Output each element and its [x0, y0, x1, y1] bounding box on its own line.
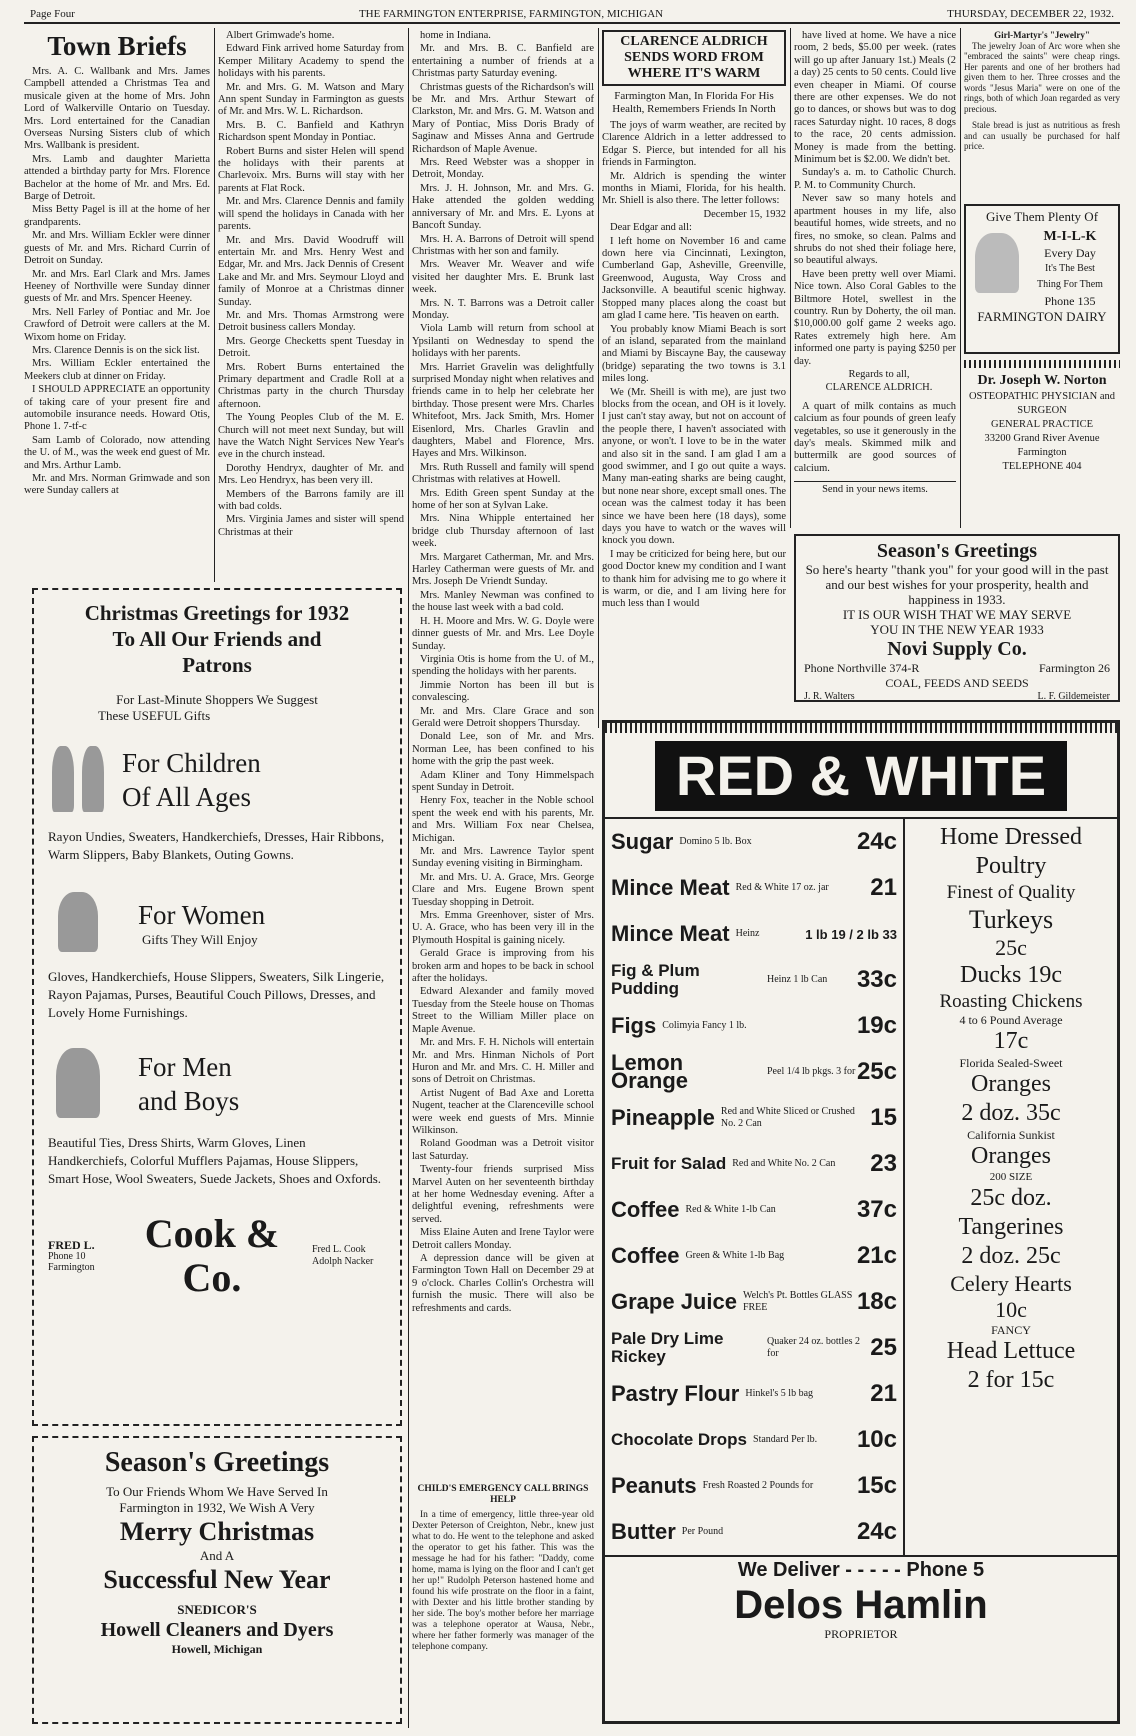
aldrich-title-3: WHERE IT'S WARM	[627, 66, 761, 81]
produce-line: 25c	[995, 935, 1027, 960]
novi-name: Novi Supply Co.	[887, 638, 1027, 660]
aldrich-title-1: CLARENCE ALDRICH	[620, 34, 768, 49]
dairy-name: FARMINGTON DAIRY	[977, 309, 1107, 324]
town-briefs-items	[412, 30, 594, 1315]
brief-item: Donald Lee, son of Mr. and Mrs. Norman Lee, has been confined to his home with the grip the past week.	[412, 731, 594, 768]
grocery-item-price: 15	[870, 1104, 897, 1131]
brief-item: Viola Lamb will return from school at Ypsilanti on Wednesday to spend the holidays with her parents.	[412, 323, 594, 360]
owner-right-2: Adolph Nacker	[312, 1256, 374, 1267]
paper-title: THE FARMINGTON ENTERPRISE, FARMINGTON, MICHIGAN	[358, 8, 664, 20]
brief-item: Mr. and Mrs. David Woodruff will entertain Mr. and Mrs. Henry West and Edgar, Mr. and Mrs. Jack Dennis of Cresent Lake and Mr. and Mrs. Seymour Lloyd and family of Monroe at a Christmas dinner Sunday.	[218, 234, 404, 308]
grocery-item-name: Coffee	[611, 1243, 680, 1268]
snedicor-new-year: Successful New Year	[103, 1565, 331, 1594]
grocery-item-name: Sugar	[611, 829, 674, 854]
men-head-2: and Boys	[138, 1086, 240, 1116]
produce-line: 2 for 15c	[967, 1367, 1055, 1393]
brief-item: Mr. and Mrs. William Eckler were dinner guests of Mr. and Mrs. Richard Currin of Detroit on Sunday.	[24, 230, 210, 267]
grocery-item	[605, 1325, 903, 1371]
red-white-ad	[602, 720, 1120, 1724]
town-briefs-col-3	[412, 30, 594, 1500]
grocery-item-price: 25	[870, 1334, 897, 1361]
cook-title-3: Patrons	[182, 653, 252, 677]
brief-item: Members of the Barrons family are ill with bad colds.	[218, 488, 404, 513]
brief-item: Mrs. Virginia James and sister will spend Christmas at their	[218, 514, 404, 538]
brief-item: Mr. and Mrs. Thomas Armstrong were Detroit business callers Monday.	[218, 309, 404, 334]
produce-line: Celery Hearts	[950, 1271, 1072, 1296]
grocery-item-desc: Colimyia Fancy 1 lb.	[662, 1020, 747, 1031]
grocery-item-name: Fig & Plum Pudding	[611, 961, 700, 998]
joan-story	[964, 30, 1120, 160]
grocery-item-price: 15c	[856, 1472, 897, 1499]
grocery-item-name: Pastry Flour	[611, 1381, 740, 1406]
brief-item: Mrs. N. T. Barrons was a Detroit caller Monday.	[412, 297, 594, 321]
proprietor-name: Delos Hamlin	[734, 1583, 988, 1627]
grocery-item	[605, 1003, 903, 1049]
produce-line: 2 doz. 25c	[961, 1243, 1061, 1269]
aldrich-subhead: Farmington Man, In Florida For His Health, Remembers Friends In North	[612, 90, 776, 115]
man-figure-icon	[48, 1044, 108, 1124]
aldrich-title-2: SENDS WORD FROM	[624, 50, 764, 65]
grocery-item-name: Coffee	[611, 1197, 680, 1222]
dairy-phone: Phone 135	[1044, 294, 1096, 308]
norton-title-3: GENERAL PRACTICE	[991, 419, 1093, 430]
grocery-item-desc: Red and White No. 2 Can	[732, 1158, 836, 1169]
novi-supply-ad	[794, 534, 1120, 702]
novi-wish-1: IT IS OUR WISH THAT WE MAY SERVE	[842, 607, 1072, 622]
grocery-item	[605, 1417, 903, 1463]
brief-item: Mrs. William Eckler entertained the Meekers club at dinner on Friday.	[24, 358, 210, 382]
snedicor-city: Howell, Michigan	[171, 1642, 263, 1656]
brief-item: Mrs. Emma Greenhover, sister of Mrs. U. A. Grace, who has been very ill in the Plymouth Hospital is gaining nicely.	[412, 910, 594, 946]
grocery-item	[605, 1509, 903, 1555]
produce-line: 10c	[995, 1297, 1027, 1322]
brief-item: Albert Grimwade's home.	[226, 30, 335, 41]
brief-item: Robert Burns and sister Helen will spend the holidays with their parents at Charlevoix. Mrs. Burns will stay with her parents at Flat Rock.	[218, 145, 404, 194]
grocery-item-name: Butter	[611, 1519, 676, 1544]
page-header	[24, 8, 1120, 24]
owner-left-3: Farmington	[48, 1261, 95, 1273]
brief-item: Mrs. H. A. Barrons of Detroit will spend Christmas with her son and family.	[412, 233, 594, 257]
joan-title: Girl-Martyr's "Jewelry"	[994, 30, 1090, 40]
owner-right-1: Fred L. Cook	[312, 1244, 366, 1255]
brief-item: Dorothy Hendryx, daughter of Mr. and Mrs. Leo Hendryx, has been very ill.	[218, 462, 404, 487]
grocery-item	[605, 1371, 903, 1417]
grocery-item-desc: Welch's Pt. Bottles GLASS FREE	[742, 1290, 853, 1313]
produce-line: Roasting Chickens	[939, 991, 1083, 1012]
brief-item: Mr. and Mrs. F. H. Nichols will entertain Mr. and Mrs. Hinman Nichols of Port Huron and Mr. and Mrs. C. H. Miller and sons of Detroit on Christmas.	[412, 1037, 594, 1086]
brief-item: Mrs. Edith Green spent Sunday at the home of her son at Sylvan Lake.	[412, 487, 594, 512]
town-briefs-col-1	[24, 30, 210, 582]
snedicor-line-2: Farmington in 1932, We Wish A Very	[119, 1500, 315, 1515]
child-drinking-icon	[969, 229, 1025, 299]
brief-item: A depression dance will be given at Farmington Town Hall on December 29 at 9 o'clock. Charles Collin's Orchestra will furnish the music. There will also be refreshments and cards.	[412, 1253, 594, 1314]
produce-line: 200 SIZE	[989, 1171, 1033, 1183]
grocery-item-price: 37c	[856, 1196, 897, 1223]
grocery-item-price: 21c	[856, 1242, 897, 1269]
aldrich-p6: I may be criticized for being here, but our good Doctor knew my condition and I want to thank him for advising me to go where it is warm, or die, and I am living here for much less than I would	[602, 548, 786, 610]
town-briefs-col-2	[218, 30, 404, 582]
norton-address: 33200 Grand River Avenue	[984, 433, 1100, 444]
brief-item: Mr. and Mrs. Norman Grimwade and son were Sunday callers at	[24, 473, 210, 497]
novi-goods: COAL, FEEDS AND SEEDS	[885, 676, 1029, 690]
grocery-item-name: Fruit for Salad	[611, 1154, 727, 1173]
novi-person-left: J. R. Walters	[804, 691, 855, 702]
women-items: Gloves, Handkerchiefs, House Slippers, Sweaters, Silk Lingerie, Rayon Pajamas, Purses, Beautiful Couch Pillows, Dresses, and Lovely Home Furnishings.	[48, 969, 385, 1020]
divider	[605, 723, 1117, 733]
grocery-item	[605, 1463, 903, 1509]
children-figure-icon	[48, 740, 108, 820]
brief-item: Mrs. J. H. Johnson, Mr. and Mrs. G. Hake attended the golden wedding anniversary of Mr. and Mrs. E. Lyons at Bancoft Sunday.	[412, 182, 594, 232]
brief-item: The Young Peoples Club of the M. E. Church will not meet next Sunday, but will have the Watch Night Services New Year's eve in the church instead.	[218, 412, 404, 461]
brief-item: Mrs. A. C. Wallbank and Mrs. James Campbell attended a Christmas Tea and musicale given at the home of Mrs. John Lord of Walkerville Ontario on Tuesday. Mrs. Lord entertained for the Canadian Overseas Nursing Sisters club of which Mrs. Wallbank is president.	[24, 66, 210, 152]
grocery-item-name: Mince Meat	[611, 875, 730, 900]
cook-suggest-1: For Last-Minute Shoppers We Suggest	[116, 692, 318, 707]
grocery-item-price: 24c	[856, 1518, 897, 1545]
grocery-item-price: 10c	[856, 1426, 897, 1453]
grocery-item-desc: Quaker 24 oz. bottles 2 for	[767, 1336, 861, 1359]
page-number: Page Four	[30, 8, 75, 20]
town-briefs-items	[24, 66, 210, 498]
brief-item: Twenty-four friends surprised Miss Marvel Auten on her seventeenth birthday at her home Wednesday evening. After a delightful evening, refreshments were served.	[412, 1164, 594, 1225]
grocery-item-price: 33c	[856, 966, 897, 993]
brief-item: Adam Kliner and Tony Himmelspach spent Sunday in Detroit.	[412, 769, 594, 793]
brief-item: Mrs. Harriet Gravelin was delightfully surprised Monday night when relatives and friends came in to help her celebrate her birthday. Those present were Mrs. Charles Whitefoot, Mrs. Jack Smith, Mrs. Homer Eisenlord, Mrs. Charles Gravlin and daughters, Mabel and Florence, Mrs. Hayes and Mrs. Wilkinson.	[412, 361, 594, 460]
town-briefs-items	[218, 30, 404, 539]
produce-line: 2 doz. 35c	[961, 1100, 1061, 1126]
brief-item: Mrs. Clarence Dennis is on the sick list.	[32, 344, 200, 356]
novi-wish-2: YOU IN THE NEW YEAR 1933	[870, 622, 1044, 637]
grocery-item-name: Peanuts	[611, 1473, 697, 1498]
grocery-item-desc: Red and White Sliced or Crushed No. 2 Can	[720, 1106, 855, 1129]
brief-item: Edward Fink arrived home Saturday from Kemper Military Academy to spend the holidays with his parents.	[218, 43, 404, 80]
children-head-2: Of All Ages	[122, 782, 252, 812]
grocery-item	[605, 819, 903, 865]
grocery-item-desc: Heinz	[735, 928, 760, 939]
cook-title-1: Christmas Greetings for 1932	[84, 601, 350, 625]
brief-item: home in Indiana.	[420, 30, 491, 41]
brief-item: Mrs. Nell Farley of Pontiac and Mr. Joe Crawford of Detroit were callers at the M. Wixom home on Friday.	[24, 306, 210, 343]
dairy-milk: M-I-L-K	[1043, 229, 1097, 244]
cook-name: Cook & Co.	[144, 1211, 280, 1300]
grocery-item	[605, 1141, 903, 1187]
novi-text: So here's hearty "thank you" for your good will in the past and our best wishes for your prosperity, health and happiness in 1933.	[805, 562, 1109, 607]
aldrich-salutation: Dear Edgar and all:	[610, 222, 692, 234]
brief-item: Christmas guests of the Richardson's will be Mr. and Mrs. Arthur Stewart of Clarkston, Mr. and Mrs. G. M. Watson and Mary of Pontiac, Miss Doris Brady of Saginaw and Misses Anna and Gertrude Richardson of Maple Avenue.	[412, 81, 594, 155]
aldrich-p10: Have been pretty well over Miami. Nice town. Also Coral Gables to the Biltmore Hotel, swellest in the country. Run by Doherty, the oil man. $10,000.00 golf game 2 weeks ago. Rates extremely high here. Am informed one party is paying $250 per day.	[794, 268, 956, 367]
brief-item: Mrs. Ruth Russell and family will spend Christmas with relatives at Howell.	[412, 461, 594, 486]
produce-line: 17c	[993, 1028, 1029, 1054]
brief-item: Mrs. Weaver Mr. Weaver and wife visited her daughter Mrs. E. Brunk last week.	[412, 259, 594, 296]
cook-suggest-2: These USEFUL Gifts	[98, 708, 211, 723]
owner-left-2: Phone 10	[48, 1250, 86, 1262]
grocery-item	[605, 957, 903, 1003]
town-briefs-title: Town Briefs	[47, 31, 187, 61]
dairy-line3: Thing For Them	[1037, 279, 1103, 290]
grocery-item-price: 1 lb 19 / 2 lb 33	[805, 926, 897, 942]
grocery-item-name: Figs	[611, 1013, 657, 1038]
newspaper-page	[24, 8, 1120, 1728]
produce-line: Ducks 19c	[960, 962, 1062, 988]
novi-title: Season's Greetings	[876, 540, 1038, 562]
emergency-title: CHILD'S EMERGENCY CALL BRINGS HELP	[417, 1484, 589, 1505]
produce-line: California Sunkist	[967, 1128, 1055, 1142]
brief-item: Virginia Otis is home from the U. of M., spending the holidays with her parents.	[412, 653, 594, 678]
grocery-item-price: 18c	[856, 1288, 897, 1315]
brief-item: Gerald Grace is improving from his broken arm and hopes to be back in school after the holidays.	[412, 948, 594, 985]
brief-item: Mr. and Mrs. Clare Grace and son Gerald were Detroit shoppers Thursday.	[412, 705, 594, 729]
snedicor-line-1: To Our Friends Whom We Have Served In	[106, 1484, 328, 1499]
produce-line: Head Lettuce	[946, 1338, 1076, 1364]
aldrich-p5: We (Mr. Sheill is with me), are just two blocks from the ocean, and OH is it lovely. I just can't stay away, but not on account of the people there, I haven't associated with anyone, or won't. I love to be in the water and also sit in the sand. I am glad I am a good swimmer, and I go out quite a ways. Many man-eating sharks are being caught, but none near shore, except small ones. The ocean was the calmest today it has been since we have been here (18 days), some days you have to watch or the waves will knock you down.	[602, 386, 786, 547]
proprietor-label: PROPRIETOR	[824, 1627, 898, 1641]
grocery-item-desc: Red & White 1-lb Can	[685, 1204, 776, 1215]
brief-item: Jimmie Norton has been ill but is convalescing.	[412, 679, 594, 704]
norton-city: Farmington	[1017, 447, 1067, 458]
snedicor-merry: Merry Christmas	[119, 1517, 315, 1546]
aldrich-intro: The joys of warm weather, are recited by Clarence Aldrich in a letter addressed to Edgar S. Pierce, but intended for all his friends in Farmington.	[602, 120, 786, 169]
children-head-1: For Children	[122, 748, 261, 778]
grocery-item-desc: Standard Per lb.	[753, 1434, 818, 1445]
dairy-line1: Every Day	[1044, 246, 1096, 260]
grocery-item-desc: Heinz 1 lb Can	[767, 974, 828, 985]
men-items: Beautiful Ties, Dress Shirts, Warm Gloves, Linen Handkerchiefs, Colorful Mufflers Pajamas, House Slippers, Smart Hose, Wool Sweaters, Suede Jackets, Shoes and Oxfords.	[48, 1135, 382, 1186]
brief-item: Mrs. Manley Newman was confined to the house last week with a bad cold.	[412, 589, 594, 614]
grocery-list	[605, 819, 905, 1555]
brief-item: Mrs. Reed Webster was a shopper in Detroit, Monday.	[412, 157, 594, 181]
farmington-dairy-ad	[964, 204, 1120, 354]
brief-item: Mr. and Mrs. Lawrence Taylor spent Sunday evening visiting in Birmingham.	[412, 846, 594, 870]
emergency-story	[412, 1484, 594, 1724]
brief-item: Mrs. B. C. Banfield and Kathryn Richardson spent Monday in Pontiac.	[218, 119, 404, 144]
aldrich-closing: Regards to all,	[848, 368, 910, 380]
snedicor-and: And A	[199, 1548, 235, 1563]
produce-line: Home Dressed	[940, 824, 1082, 850]
produce-line: 4 to 6 Pound Average	[959, 1013, 1063, 1027]
norton-phone: TELEPHONE 404	[1002, 461, 1082, 472]
brief-item: Edward Alexander and family moved Tuesday from the Steele house on Thomas Street to the William Miller place on Maple Avenue.	[412, 986, 594, 1035]
children-items: Rayon Undies, Sweaters, Handkerchiefs, Dresses, Hair Ribbons, Warm Slippers, Baby Blankets, Outing Gowns.	[48, 829, 385, 862]
grocery-item-desc: Fresh Roasted 2 Pounds for	[702, 1480, 814, 1491]
news-prompt: Send in your news items.	[794, 481, 956, 496]
aldrich-p4: You probably know Miami Beach is sort of an island, separated from the mainland and Miami by Biscayne Bay, the causeway (bridge) separating the two towns is 3.1 miles long.	[602, 323, 786, 385]
grocery-item	[605, 1279, 903, 1325]
brief-item: H. H. Moore and Mrs. W. G. Doyle were dinner guests of Mr. and Mrs. Lee Doyle Sunday.	[412, 615, 594, 652]
red-white-banner: RED & WHITE	[655, 741, 1067, 811]
grocery-item-name: Pale Dry Lime Rickey	[611, 1329, 724, 1366]
brief-item: Roland Goodman was a Detroit visitor last Saturday.	[412, 1138, 594, 1162]
norton-title-2: SURGEON	[1017, 405, 1067, 416]
milk-note: A quart of milk contains as much calcium as four pounds of green leafy vegetables, so use it generously in the day's meals. Skimmed milk and buttermilk are good sources of calcium.	[794, 400, 956, 474]
grocery-item-desc: Peel 1/4 lb pkgs. 3 for	[767, 1066, 856, 1077]
brief-item: Miss Elaine Auten and Irene Taylor were Detroit callers Monday.	[412, 1227, 594, 1251]
brief-item: Mr. and Mrs. Clarence Dennis and family will spend the holidays in Canada with her parents.	[218, 196, 404, 233]
grocery-item-price: 19c	[856, 1012, 897, 1039]
grocery-item-desc: Per Pound	[681, 1526, 724, 1537]
aldrich-signature: CLARENCE ALDRICH.	[825, 382, 933, 394]
grocery-item-price: 21	[870, 1380, 897, 1407]
novi-phone-right: Farmington 26	[1039, 661, 1110, 675]
grocery-item-name: Chocolate Drops	[611, 1430, 748, 1449]
grocery-item	[605, 1233, 903, 1279]
produce-line: Poultry	[975, 853, 1047, 879]
grocery-item-name: Pineapple	[611, 1105, 715, 1130]
snedicor-business: Howell Cleaners and Dyers	[100, 1619, 334, 1641]
brief-item: Artist Nugent of Bad Axe and Loretta Nugent, teacher at the Clarenceville school were week end guests of Mrs. Minnie Wilkinson.	[412, 1087, 594, 1136]
grocery-item	[605, 1095, 903, 1141]
grocery-item-price: 23	[870, 1150, 897, 1177]
brief-item: Sam Lamb of Colorado, now attending the U. of M., was the week end guest of Mr. and Mrs. Arthur Lamb.	[24, 434, 210, 471]
brief-item: Mr. and Mrs. Earl Clark and Mrs. James Heeney of Northville were Sunday dinner guests of Mr. and Mrs. Spencer Heeney.	[24, 268, 210, 305]
dairy-line2: It's The Best	[1045, 263, 1095, 274]
produce-line: Oranges	[971, 1071, 1051, 1097]
norton-name: Dr. Joseph W. Norton	[977, 373, 1107, 388]
men-head-1: For Men	[138, 1052, 232, 1082]
grocery-item	[605, 865, 903, 911]
aldrich-story-col-1	[602, 30, 786, 610]
owner-left-1: FRED L.	[48, 1237, 95, 1252]
norton-title-1: OSTEOPATHIC PHYSICIAN and	[968, 391, 1116, 402]
brief-item: Mrs. George Checketts spent Tuesday in Detroit.	[218, 335, 404, 360]
aldrich-dateline: December 15, 1932	[703, 208, 786, 220]
produce-line: Oranges	[971, 1143, 1051, 1169]
deliver-line: We Deliver - - - - - Phone 5	[605, 1555, 1117, 1583]
aldrich-p7: have lived at home. We have a nice room, 2 beds, $5.00 per week. (rates will go up after January 1st.) Meals (2 a day) 25 cents to 50 cents. Could live even cheaper in Miami. Of course there are other expenses. We do not go to dances, or shows but was to dog races Saturday night. 10 races, 8 dogs to the race, 20 cents admission. Money is made from the betting. Minimum bet is $2.00. We didn't bet.	[794, 30, 956, 166]
grocery-item-desc: Hinkel's 5 lb bag	[745, 1388, 814, 1399]
grocery-item-name: Lemon Orange	[611, 1050, 689, 1093]
snedicor-title: Season's Greetings	[104, 1447, 330, 1478]
grocery-item-price: 21	[870, 874, 897, 901]
produce-line: Finest of Quality	[946, 882, 1076, 903]
brief-item: Mrs. Nina Whipple entertained her bridge club Thursday afternoon of last week.	[412, 513, 594, 550]
aldrich-p8: Sunday's a. m. to Catholic Church. P. M. to Community Church.	[794, 167, 956, 191]
produce-line: Tangerines	[958, 1214, 1064, 1240]
grocery-item-price: 24c	[856, 828, 897, 855]
dairy-head: Give Them Plenty Of	[985, 209, 1099, 224]
brief-item: Mr. and Mrs. B. C. Banfield are entertaining a number of friends at a Christmas party Saturday evening.	[412, 43, 594, 80]
grocery-item-price: 25c	[856, 1058, 897, 1085]
produce-line: Turkeys	[968, 905, 1054, 934]
aldrich-p3: I left home on November 16 and came down here via Cincinnati, Lexington, Cumberland Gap, Asheville, Greenville, Greenwood, Augusta, Way Cross and Jacksonville. A beautiful scenic highway. Stopped many places along the coast but am glad I came here. 'Tis heaven on earth.	[602, 235, 786, 322]
aldrich-p2: Mr. Aldrich is spending the winter months in Miami, Florida, for his health. Mr. Shiell is also there. The letter follows:	[602, 170, 786, 207]
grocery-item-name: Grape Juice	[611, 1289, 737, 1314]
novi-phone-left: Phone Northville 374-R	[804, 661, 920, 675]
grocery-item	[605, 1049, 903, 1095]
bread-note: Stale bread is just as nutritious as fresh and can usually be purchased for half price.	[964, 120, 1120, 151]
emergency-text: In a time of emergency, little three-year old Dexter Peterson of Creighton, Nebr., knew just what to do. He went to the telephone and asked the operator to get his father. This was the message he had for his father: "Daddy, come home, mama is lying on the floor and I can't get her up!" Rudolph Peterson hastened home and found his wife prostrate on the floor in a faint, with Dexter and his little brother standing by her side. The boy's mother before her marriage was a telephone operator at Wausa, Nebr., where her father formerly was manager of the telephone company.	[412, 1510, 594, 1652]
cook-co-ad	[32, 588, 402, 1426]
produce-line: FANCY	[991, 1323, 1031, 1337]
novi-person-right: L. F. Gildemeister	[1037, 691, 1110, 702]
brief-item: Mr. and Mrs. U. A. Grace, Mrs. George Clare and Mrs. Eugene Brown spent Tuesday shopping in Detroit.	[412, 871, 594, 908]
divider	[964, 360, 1120, 368]
brief-item: Mr. and Mrs. G. M. Watson and Mary Ann spent Sunday in Farmington as guests of Mr. and Mrs. W. L. Richardson.	[218, 81, 404, 118]
grocery-item	[605, 1187, 903, 1233]
women-sub: Gifts They Will Enjoy	[142, 932, 258, 947]
brief-item: Henry Fox, teacher in the Noble school spent the week end with his parents, Mr. and Mrs. William Fox near Chelsea, Michigan.	[412, 795, 594, 844]
brief-item: Mrs. Lamb and daughter Marietta attended a birthday party for Mrs. Florence Bachelor at the home of Mr. and Mrs. Ed. Barge of Detroit.	[24, 153, 210, 203]
produce-line: Florida Sealed-Sweet	[959, 1056, 1063, 1070]
brief-item: I SHOULD APPRECIATE an opportunity of taking care of your present fire and automobile insurance needs. Howard Otis, Phone 1. 7-tf-c	[24, 384, 210, 433]
issue-date: THURSDAY, DECEMBER 22, 1932.	[947, 8, 1114, 20]
snedicor-ad	[32, 1436, 402, 1724]
grocery-item	[605, 911, 903, 957]
norton-card	[964, 372, 1120, 512]
grocery-item-desc: Red & White 17 oz. jar	[735, 882, 829, 893]
cook-title-2: To All Our Friends and	[112, 627, 322, 651]
produce-line: 25c doz.	[970, 1185, 1052, 1211]
brief-item: Mrs. Robert Burns entertained the Primary department and Cradle Roll at a Christmas party in the church Thursday afternoon.	[218, 361, 404, 410]
aldrich-headline-box	[602, 30, 786, 86]
grocery-item-name: Mince Meat	[611, 921, 730, 946]
grocery-item-desc: Domino 5 lb. Box	[679, 836, 752, 847]
joan-text: The jewelry Joan of Arc wore when she "embraced the saints" were cheap rings. Her parents and one of her brothers had given them to her. Three crosses and the words "Jesus Maria" were on one of the rings, both of which Joan regarded as very precious.	[964, 40, 1120, 114]
brief-item: Mrs. Margaret Catherman, Mr. and Mrs. Harley Catherman were guests of Mr. and Mrs. Joseph De Vriendt Sunday.	[412, 551, 594, 588]
woman-figure-icon	[48, 888, 108, 958]
aldrich-p9: Never saw so many hotels and apartment houses in my life, also beautiful homes, wide streets, and no fires, no smoke, so clean. Palms and shrubs do not shed their foliage here, so beautiful always.	[794, 193, 956, 267]
snedicor-name: SNEDICOR'S	[177, 1602, 257, 1617]
women-head: For Women	[138, 900, 266, 930]
grocery-item-desc: Green & White 1-lb Bag	[685, 1250, 785, 1261]
poultry-produce-list	[905, 819, 1117, 1555]
brief-item: Miss Betty Pagel is ill at the home of her grandparents.	[24, 204, 210, 228]
aldrich-story-col-2	[794, 30, 956, 525]
